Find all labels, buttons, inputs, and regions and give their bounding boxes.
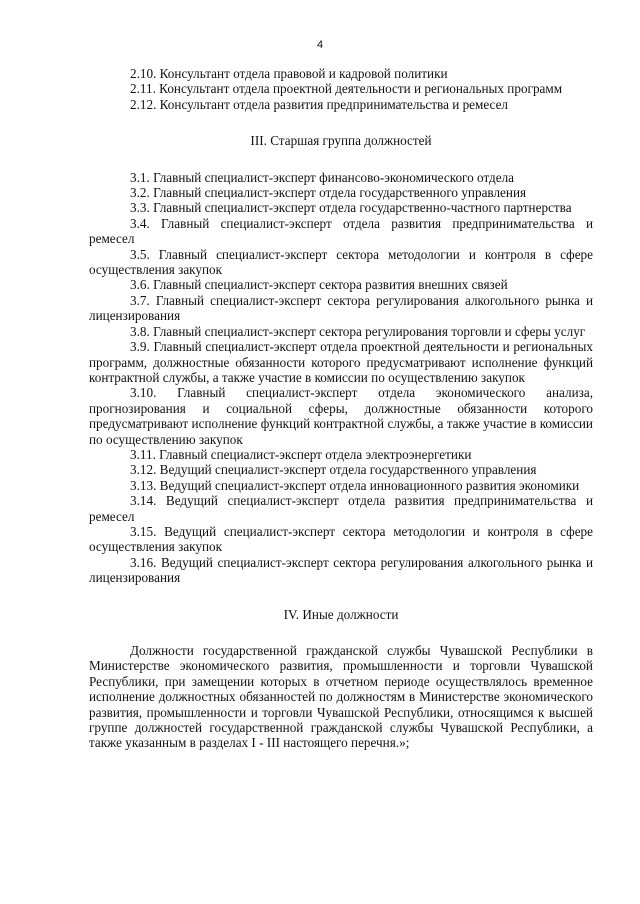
list-item-3-7: 3.7. Главный специалист-эксперт сектора регулирования алкогольного рынка и лицензирования: [89, 292, 593, 324]
section-heading-3: III. Старшая группа должностей: [250, 133, 432, 149]
list-item-3-10: 3.10. Главный специалист-эксперт отдела экономического анализа, прогнозирования и социальной сферы, должностные обязанности которого предусматривают исполнение функций контрактной службы, а также участие в комиссии по осуществлению закупок: [89, 385, 593, 447]
list-item-3-1: 3.1. Главный специалист-эксперт финансово-экономического отдела: [130, 169, 515, 185]
list-item-3-12: 3.12. Ведущий специалист-эксперт отдела государственного управления: [130, 462, 537, 478]
list-item-3-9: 3.9. Главный специалист-эксперт отдела проектной деятельности и региональных программ, должностные обязанности которого предусматривают исполнение функций контрактной службы, а также участие в комиссии по осуществлению закупок: [89, 339, 593, 385]
list-item-3-8: 3.8. Главный специалист-эксперт сектора регулирования торговли и сферы услуг: [130, 323, 586, 339]
list-item-3-2: 3.2. Главный специалист-эксперт отдела государственного управления: [130, 185, 527, 201]
list-item-2-12: 2.12. Консультант отдела развития предпринимательства и ремесел: [130, 96, 509, 112]
page-number: 4: [316, 39, 324, 51]
list-item-3-11: 3.11. Главный специалист-эксперт отдела электроэнергетики: [130, 446, 472, 462]
list-item-3-13: 3.13. Ведущий специалист-эксперт отдела инновационного развития экономики: [130, 477, 580, 493]
list-item-3-15: 3.15. Ведущий специалист-эксперт сектора методологии и контроля в сфере осуществления закупок: [89, 523, 593, 555]
list-item-3-6: 3.6. Главный специалист-эксперт сектора развития внешних связей: [130, 277, 508, 293]
other-positions-paragraph: Должности государственной гражданской службы Чувашской Республики в Министерстве экономического развития, промышленности и торговли Чувашской Республики, при замещении которых в отчетном периоде осуществлялось временное исполнение должностных обязанностей по должностям в Министерстве экономического развития, промышленности и торговли Чувашской Республики, относящимся к высшей группе должностей государственной гражданской службы Чувашской Республики, а также указанным в разделах I - III настоящего перечня.»;: [89, 643, 593, 751]
list-item-3-14: 3.14. Ведущий специалист-эксперт отдела развития предпринимательства и ремесел: [89, 493, 593, 524]
list-item-3-5: 3.5. Главный специалист-эксперт сектора методологии и контроля в сфере осуществления закупок: [89, 246, 593, 278]
list-item-2-10: 2.10. Консультант отдела правовой и кадровой политики: [130, 66, 448, 81]
document-body: [89, 66, 593, 751]
list-item-3-16: 3.16. Ведущий специалист-эксперт сектора регулирования алкогольного рынка и лицензирования: [89, 554, 593, 586]
list-item-2-11: 2.11. Консультант отдела проектной деятельности и региональных программ: [130, 81, 563, 97]
list-item-3-4: 3.4. Главный специалист-эксперт отдела развития предпринимательства и ремесел: [89, 215, 593, 247]
list-item-3-3: 3.3. Главный специалист-эксперт отдела государственно-частного партнерства: [130, 200, 572, 216]
section-heading-4: IV. Иные должности: [283, 606, 399, 622]
